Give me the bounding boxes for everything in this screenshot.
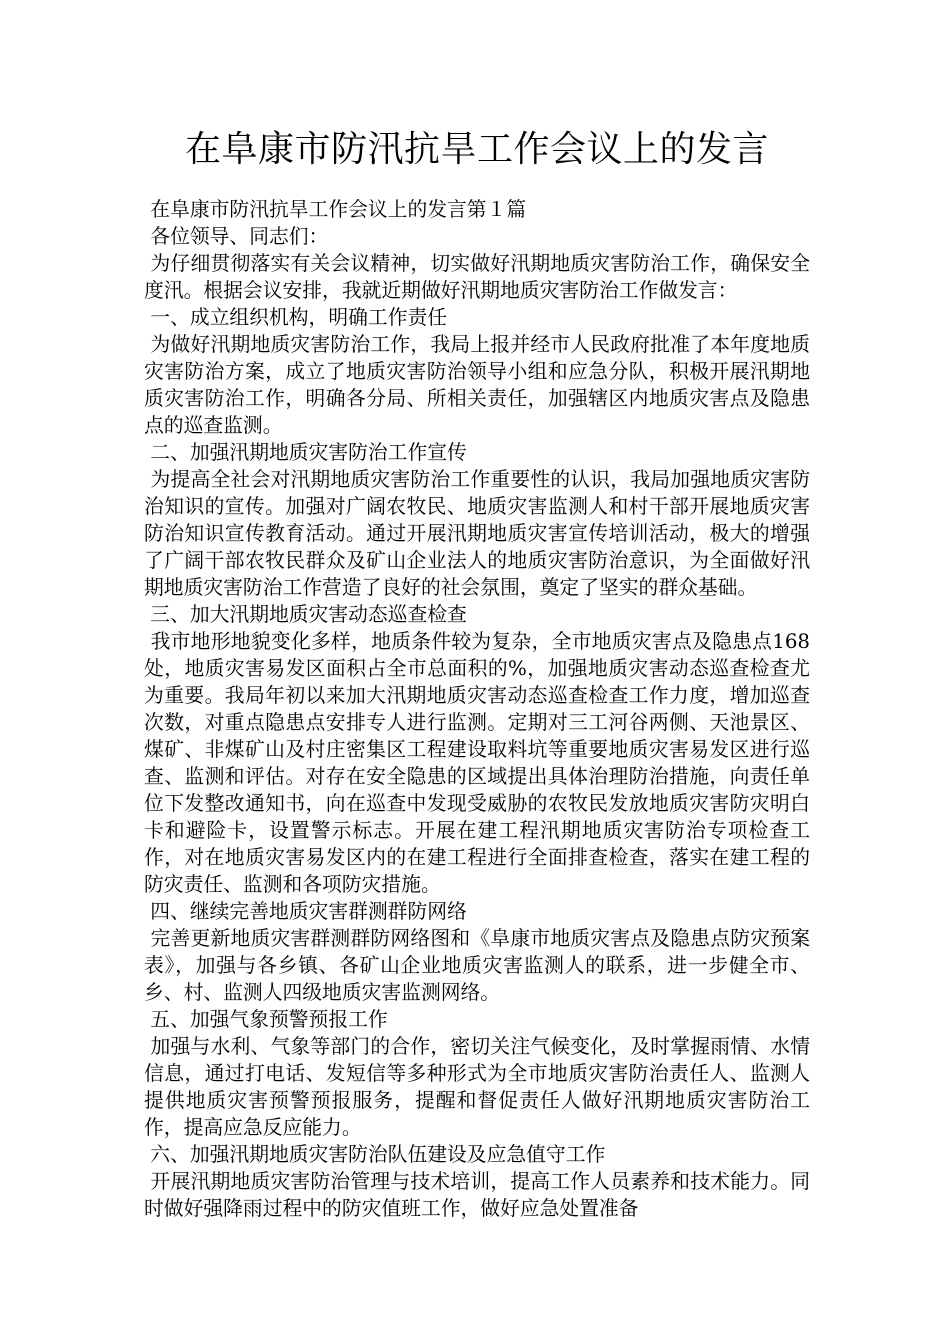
section-heading-5: 五、加强气象预警预报工作: [144, 1008, 388, 1031]
section-heading-6: 六、加强汛期地质灾害防治队伍建设及应急值守工作: [144, 1143, 606, 1166]
section-heading-1: 一、成立组织机构，明确工作责任: [144, 306, 448, 329]
intro-paragraph: 为仔细贯彻落实有关会议精神，切实做好汛期地质灾害防治工作，确保安全度汛。根据会议安排，我就近期做好汛期地质灾害防治工作做发言：: [144, 252, 810, 302]
section-paragraph-1: 为做好汛期地质灾害防治工作，我局上报并经市人民政府批准了本年度地质灾害防治方案，成立了地质灾害防治领导小组和应急分队，积极开展汛期地质灾害防治工作，明确各分局、所相关责任，加强辖区内地质灾害点及隐患点的巡查监测。: [144, 333, 810, 437]
salutation: 各位领导、同志们：: [144, 225, 329, 248]
section-paragraph-6: 开展汛期地质灾害防治管理与技术培训，提高工作人员素养和技术能力。同时做好强降雨过程中的防灾值班工作，做好应急处置准备: [144, 1170, 810, 1220]
section-paragraph-4: 完善更新地质灾害群测群防网络图和《阜康市地质灾害点及隐患点防灾预案表》，加强与各乡镇、各矿山企业地质灾害监测人的联系，进一步健全市、乡、村、监测人四级地质灾害监测网络。: [144, 927, 810, 1004]
section-paragraph-5: 加强与水利、气象等部门的合作，密切关注气候变化，及时掌握雨情、水情信息，通过打电话、发短信等多种形式为全市地质灾害防治责任人、监测人提供地质灾害预警预报服务，提醒和督促责任人做好汛期地质灾害防治工作，提高应急反应能力。: [144, 1035, 810, 1139]
section-paragraph-3: 我市地形地貌变化多样，地质条件较为复杂，全市地质灾害点及隐患点168处，地质灾害易发区面积占全市总面积的%，加强地质灾害动态巡查检查尤为重要。我局年初以来加大汛期地质灾害动态巡查检查工作力度，增加巡查次数，对重点隐患点安排专人进行监测。定期对三工河谷两侧、天池景区、煤矿、非煤矿山及村庄密集区工程建设取料坑等重要地质灾害易发区进行巡查、监测和评估。对存在安全隐患的区域提出具体治理防治措施，向责任单位下发整改通知书，向在巡查中发现受威胁的农牧民发放地质灾害防灾明白卡和避险卡，设置警示标志。开展在建工程汛期地质灾害防治专项检查工作，对在地质灾害易发区内的在建工程进行全面排查检查，落实在建工程的防灾责任、监测和各项防灾措施。: [144, 630, 810, 896]
section-paragraph-2: 为提高全社会对汛期地质灾害防治工作重要性的认识，我局加强地质灾害防治知识的宣传。加强对广阔农牧民、地质灾害监测人和村干部开展地质灾害防治知识宣传教育活动。通过开展汛期地质灾害宣传培训活动，极大的增强了广阔干部农牧民群众及矿山企业法人的地质灾害防治意识，为全面做好汛期地质灾害防治工作营造了良好的社会氛围，奠定了坚实的群众基础。: [144, 468, 810, 599]
section-heading-3: 三、加大汛期地质灾害动态巡查检查: [144, 603, 467, 626]
section-heading-4: 四、继续完善地质灾害群测群防网络: [144, 900, 467, 923]
document-page: [144, 120, 810, 1222]
document-title: 在阜康市防汛抗旱工作会议上的发言: [184, 129, 769, 170]
document-subtitle: 在阜康市防汛抗旱工作会议上的发言第１篇: [144, 198, 527, 221]
section-heading-2: 二、加强汛期地质灾害防治工作宣传: [144, 441, 467, 464]
